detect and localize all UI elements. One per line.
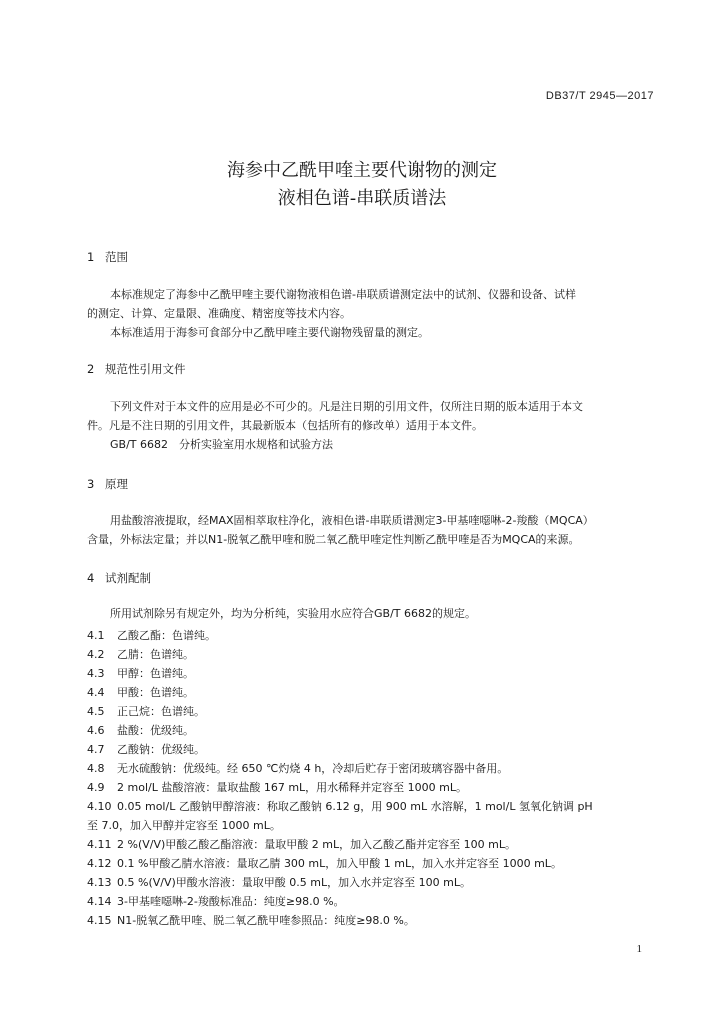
item-text: 甲醇：色谱纯。 — [117, 667, 194, 680]
page-number: 1 — [636, 943, 642, 955]
section-number: 3 — [87, 477, 95, 491]
text-line: 用盐酸溶液提取，经MAX固相萃取柱净化，液相色谱-串联质谱测定3-甲基喹噁啉-2-羧酸（MQCA） — [110, 514, 594, 527]
text-line: 件。凡是不注日期的引用文件，其最新版本（包括所有的修改单）适用于本文件。 — [87, 419, 483, 432]
item-number: 4.13 — [87, 876, 112, 889]
reagent-item — [87, 912, 415, 928]
reagent-item — [87, 722, 194, 738]
section-number: 1 — [87, 250, 95, 264]
text-line: 的测定、计算、定量限、准确度、精密度等技术内容。 — [87, 307, 351, 320]
references-paragraph — [87, 397, 657, 454]
reagent-item — [87, 836, 516, 852]
section-heading-reagents — [87, 570, 151, 586]
reagent-item — [87, 760, 508, 776]
item-number: 4.7 — [87, 743, 105, 756]
item-number: 4.8 — [87, 762, 105, 775]
item-text: 正己烷：色谱纯。 — [117, 705, 205, 718]
item-number: 4.5 — [87, 705, 105, 718]
item-text: 2 %(V/V)甲酸乙酸乙酯溶液：量取甲酸 2 mL，加入乙酸乙酯并定容至 100 mL。 — [117, 838, 516, 851]
reference-entry: GB/T 6682 分析实验室用水规格和试验方法 — [110, 438, 333, 451]
document-title-line2: 液相色谱-串联质谱法 — [277, 188, 447, 209]
reagent-item — [87, 779, 467, 795]
reagent-item — [87, 798, 593, 814]
section-heading-principle — [87, 476, 128, 492]
section-heading-scope — [87, 249, 128, 265]
item-text: 无水硫酸钠：优级纯。经 650 ℃灼烧 4 h，冷却后贮存于密闭玻璃容器中备用。 — [117, 762, 509, 775]
section-heading-references — [87, 361, 186, 377]
principle-paragraph — [87, 511, 657, 549]
item-number: 4.2 — [87, 648, 105, 661]
reagent-item — [87, 627, 216, 643]
item-number: 4.3 — [87, 667, 105, 680]
reagent-item-continuation — [87, 817, 281, 833]
document-code: DB37/T 2945—2017 — [545, 90, 654, 102]
section-title: 试剂配制 — [105, 571, 151, 585]
text-line: 含量，外标法定量；并以N1-脱氧乙酰甲喹和脱二氧乙酰甲喹定性判断乙酰甲喹是否为MQCA的来源。 — [87, 533, 580, 546]
reagent-item — [87, 646, 194, 662]
reagent-item — [87, 703, 205, 719]
item-number: 4.10 — [87, 800, 112, 813]
reagent-item — [87, 893, 345, 909]
reagent-item — [87, 874, 471, 890]
section-title: 规范性引用文件 — [105, 362, 186, 376]
item-text: 3-甲基喹噁啉-2-羧酸标准品：纯度≥98.0 %。 — [117, 895, 345, 908]
item-text: 乙酸乙酯：色谱纯。 — [117, 629, 216, 642]
item-number: 4.4 — [87, 686, 105, 699]
item-text: 0.1 %甲酸乙腈水溶液：量取乙腈 300 mL，加入甲酸 1 mL，加入水并定容至 1000 mL。 — [117, 857, 562, 870]
item-text: 盐酸：优级纯。 — [117, 724, 194, 737]
item-text: 至 7.0，加入甲醇并定容至 1000 mL。 — [87, 819, 281, 832]
item-text: 2 mol/L 盐酸溶液：量取盐酸 167 mL，用水稀释并定容至 1000 mL。 — [117, 781, 467, 794]
item-number: 4.11 — [87, 838, 112, 851]
item-number: 4.15 — [87, 914, 112, 927]
reagent-item — [87, 855, 562, 871]
item-number: 4.14 — [87, 895, 112, 908]
item-text: 乙腈：色谱纯。 — [117, 648, 194, 661]
text-line: 所用试剂除另有规定外，均为分析纯，实验用水应符合GB/T 6682的规定。 — [110, 607, 476, 620]
item-text: N1-脱氧乙酰甲喹、脱二氧乙酰甲喹参照品：纯度≥98.0 %。 — [117, 914, 415, 927]
text-line: 本标准规定了海参中乙酰甲喹主要代谢物液相色谱-串联质谱测定法中的试剂、仪器和设备、试样 — [110, 288, 576, 301]
reagent-item — [87, 684, 194, 700]
item-number: 4.12 — [87, 857, 112, 870]
reagent-item — [87, 741, 205, 757]
scope-paragraph — [87, 285, 657, 342]
document-title-line1: 海参中乙酰甲喹主要代谢物的测定 — [227, 160, 497, 181]
reagent-item — [87, 665, 194, 681]
text-line: 下列文件对于本文件的应用是必不可少的。凡是注日期的引用文件，仅所注日期的版本适用于本文 — [110, 400, 583, 413]
section-number: 2 — [87, 362, 95, 376]
item-text: 乙酸钠：优级纯。 — [117, 743, 205, 756]
section-title: 范围 — [105, 250, 128, 264]
section-number: 4 — [87, 571, 95, 585]
item-text: 0.05 mol/L 乙酸钠甲醇溶液：称取乙酸钠 6.12 g，用 900 mL 水溶解，1 mol/L 氢氧化钠调 pH — [117, 800, 593, 813]
item-text: 0.5 %(V/V)甲酸水溶液：量取甲酸 0.5 mL，加入水并定容至 100 mL。 — [117, 876, 471, 889]
item-number: 4.6 — [87, 724, 105, 737]
item-number: 4.1 — [87, 629, 105, 642]
reagents-intro — [87, 604, 657, 623]
item-text: 甲酸：色谱纯。 — [117, 686, 194, 699]
item-number: 4.9 — [87, 781, 105, 794]
text-line: 本标准适用于海参可食部分中乙酰甲喹主要代谢物残留量的测定。 — [110, 326, 429, 339]
section-title: 原理 — [105, 477, 128, 491]
